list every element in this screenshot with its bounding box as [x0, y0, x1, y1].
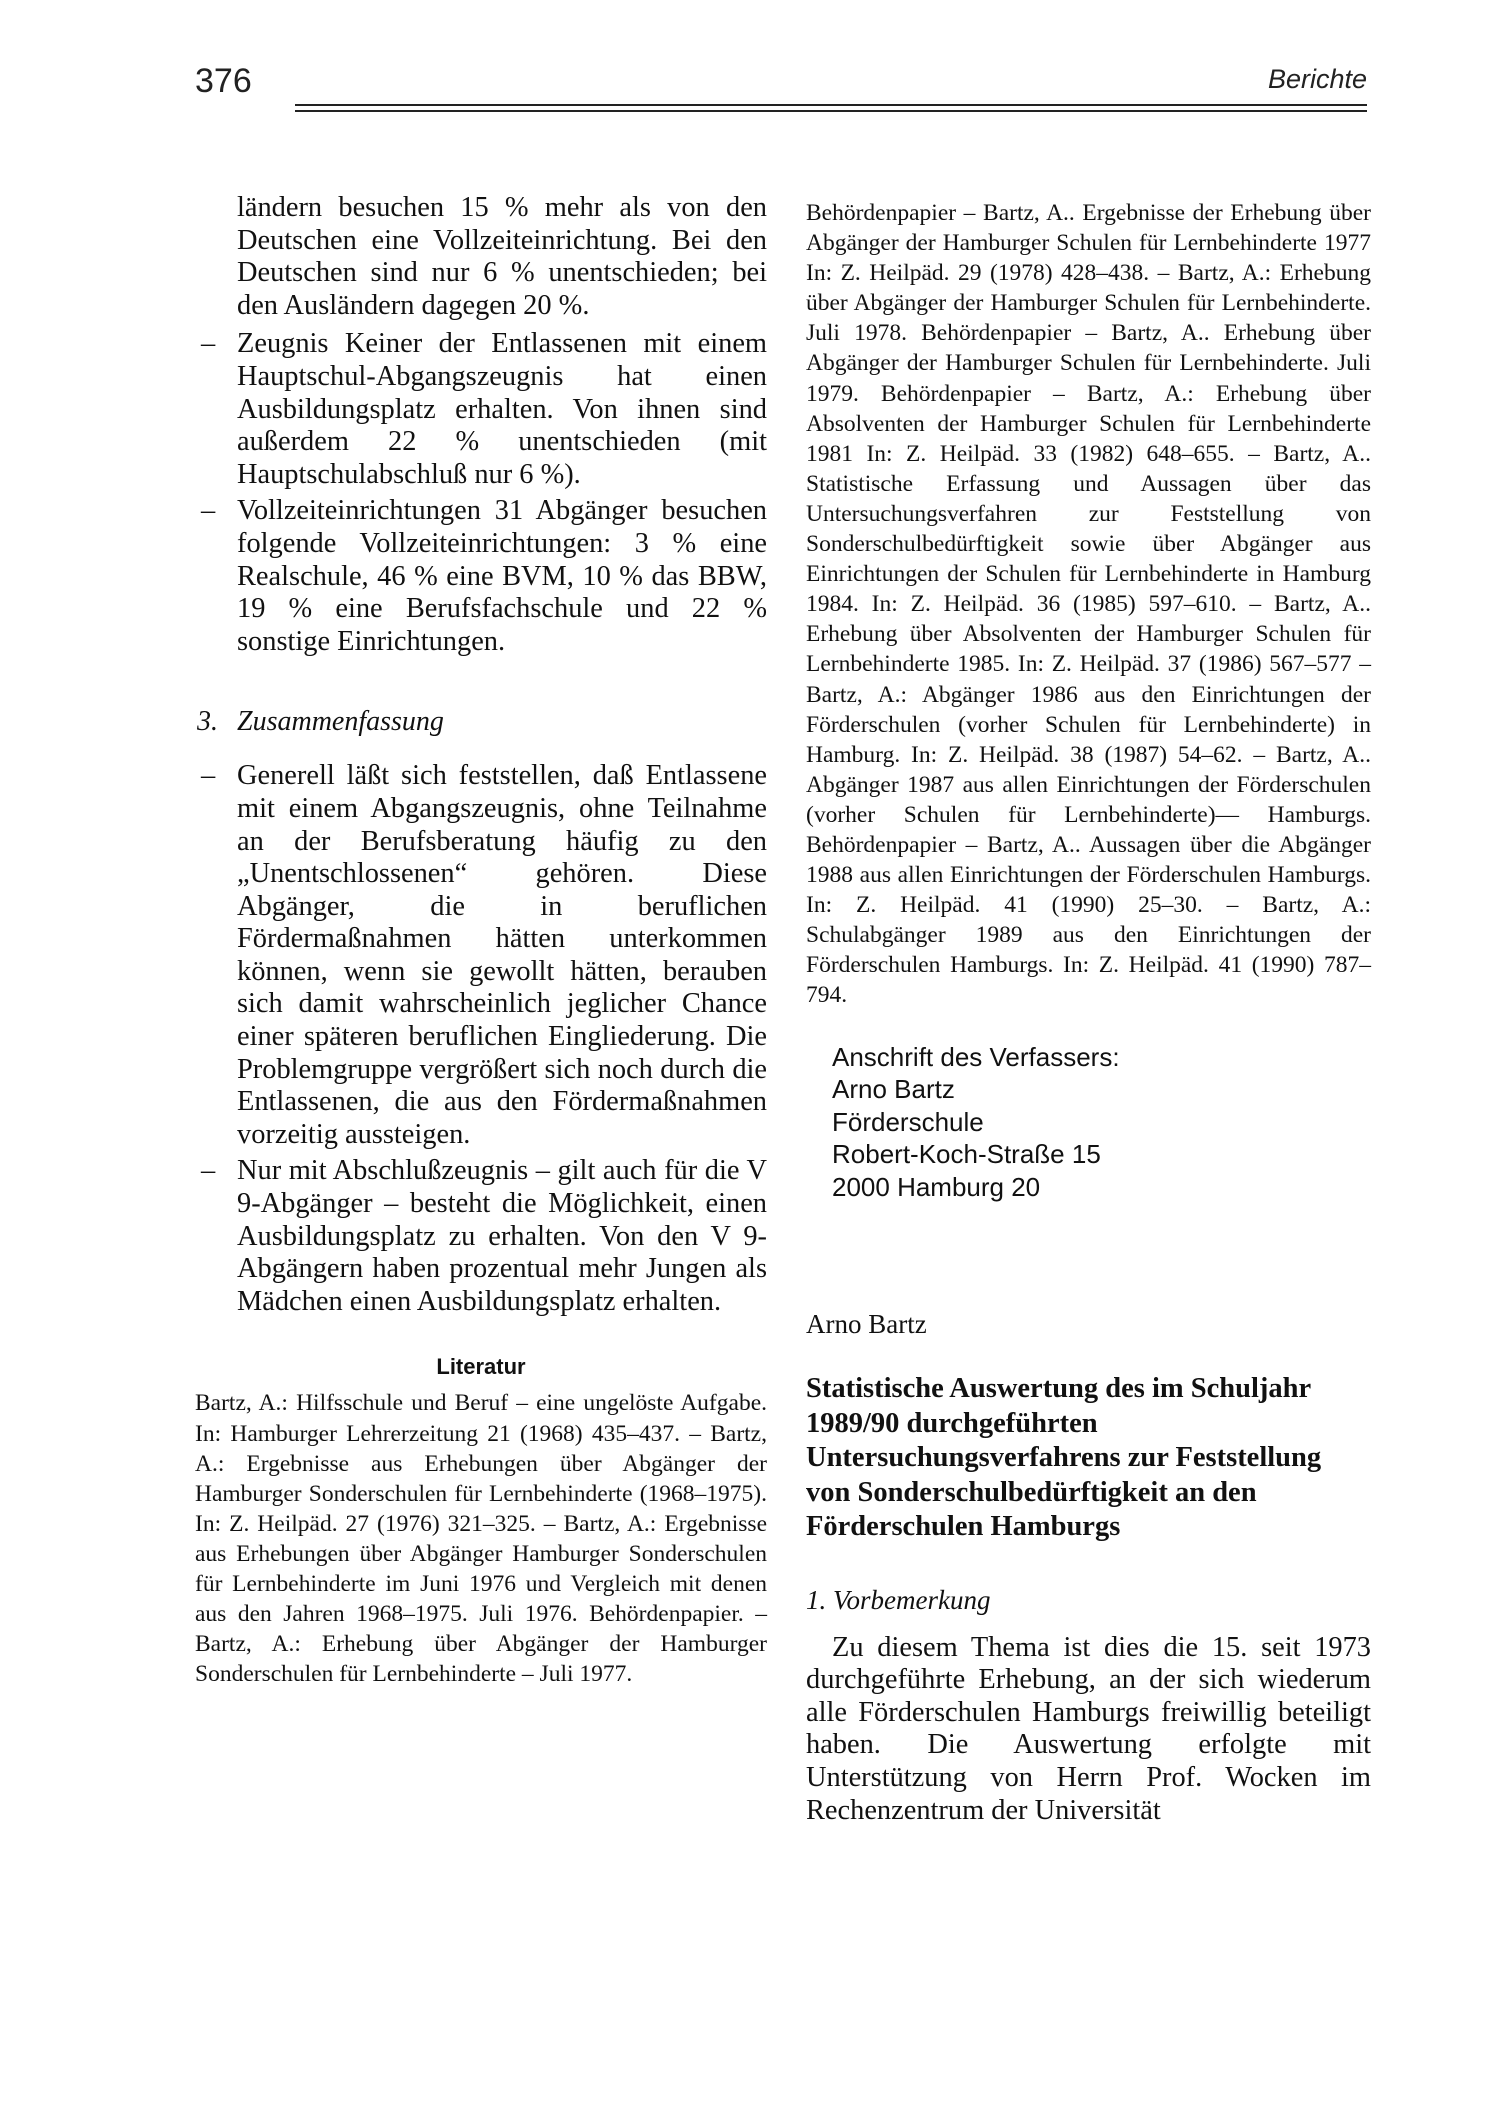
right-column	[806, 198, 1371, 1827]
address-line: Robert-Koch-Straße 15	[832, 1139, 1101, 1170]
header-rule-double	[295, 110, 1367, 112]
dash-bullet: –	[201, 1155, 216, 1187]
list-item	[195, 1155, 767, 1318]
author-address	[832, 1041, 1371, 1204]
dash-bullet: –	[201, 328, 216, 360]
running-head: Berichte	[1267, 64, 1367, 94]
header-rule	[295, 104, 1367, 106]
paragraph: Zu diesem Thema ist dies die 15. seit 1973 durchgeführte Erhebung, an der sich wiederum alle Förderschulen Hamburgs freiwillig beteiligt haben. Die Auswertung erfolgte mit Unterstützung von Herrn Prof. Wocken im Rechenzentrum der Universität	[806, 1631, 1371, 1826]
list-item	[195, 760, 767, 1151]
dash-bullet: –	[201, 495, 216, 527]
page-header	[195, 60, 1367, 124]
dash-bullet: –	[201, 760, 216, 792]
list-item	[195, 328, 767, 491]
literatur-heading: Literatur	[436, 1354, 526, 1380]
address-line: 2000 Hamburg 20	[832, 1171, 1041, 1202]
list-item-text: Vollzeiteinrichtungen 31 Abgänger besuchen folgende Vollzeiteinrichtungen: 3 % eine Realschule, 46 % eine BVM, 10 % das BBW, 19 % eine Berufsfachschule und 22 % sonstige Einrichtungen.	[237, 495, 767, 657]
references: Bartz, A.: Hilfsschule und Beruf – eine ungelöste Aufgabe. In: Hamburger Lehrerzeitung 21 (1968) 435–437. – Bartz, A.: Ergebnisse aus Erhebungen über Abgänger der Hamburger Sonderschulen für Lernbehinderte (1968–1975). In: Z. Heilpäd. 27 (1976) 321–325. – Bartz, A.: Ergebnisse aus Erhebungen über Abgänger Hamburger Sonderschulen für Lernbehinderte im Juni 1976 und Vergleich mit denen aus den Jahren 1968–1975. Juli 1976. Behördenpapier. – Bartz, A.: Erhebung über Abgänger der Hamburger Sonderschulen für Lernbehinderte – Juli 1977.	[195, 1390, 767, 1688]
references-continued: Behördenpapier – Bartz, A.. Ergebnisse der Erhebung über Abgänger der Hamburger Schulen für Lernbehinderte 1977 In: Z. Heilpäd. 29 (1978) 428–438. – Bartz, A.: Erhebung über Abgänger der Hamburger Schulen für Lernbehinderte. Juli 1978. Behördenpapier – Bartz, A.. Erhebung über Abgänger der Hamburger Schulen für Lernbehinderte. Juli 1979. Behördenpapier – Bartz, A.: Erhebung über Absolventen der Hamburger Schulen für Lernbehinderte 1981 In: Z. Heilpäd. 33 (1982) 648–655. – Bartz, A.. Statistische Erfassung und Aussagen über das Untersuchungsverfahren zur Feststellung von Sonderschulbedürftigkeit sowie über Abgänger aus Einrichtungen der Schulen für Lernbehinderte in Hamburg 1984. In: Z. Heilpäd. 36 (1985) 597–610. – Bartz, A.. Erhebung über Absolventen der Hamburger Schulen für Lernbehinderte 1985. In: Z. Heilpäd. 37 (1986) 567–577 – Bartz, A.: Abgänger 1986 aus den Einrichtungen der Förderschulen (vorher Schulen für Lernbehinderte) in Hamburg. In: Z. Heilpäd. 38 (1987) 54–62. – Bartz, A.. Abgänger 1987 aus allen Einrichtungen der Förderschulen (vorher Schulen für Lernbehinderte)— Hamburgs. Behördenpapier – Bartz, A.. Aussagen über die Abgänger 1988 aus allen Einrichtungen der Förderschulen Hamburgs. In: Z. Heilpäd. 41 (1990) 25–30. – Bartz, A.: Schulabgänger 1989 aus den Einrichtungen der Förderschulen Hamburgs. In: Z. Heilpäd. 41 (1990) 787–794.	[806, 200, 1371, 1009]
left-column	[195, 192, 767, 1689]
list-item-text: Nur mit Abschlußzeugnis – gilt auch für die V 9-Abgänger – besteht die Möglichkeit, einen Ausbildungsplatz zu erhalten. Von den V 9-Abgängern haben prozentual mehr Jungen als Mädchen einen Ausbildungsplatz erhalten.	[237, 1155, 767, 1317]
address-line: Anschrift des Verfassers:	[832, 1041, 1120, 1072]
list-item	[195, 495, 767, 658]
list-item-text: Generell läßt sich feststellen, daß Entlassene mit einem Abgangszeugnis, ohne Teilnahme an der Berufsberatung häufig zu den „Unentschlossenen“ gehören. Diese Abgänger, die in beruflichen Fördermaßnahmen hätten unterkommen können, wenn sie gewollt hätten, berauben sich damit wahrscheinlich jeglicher Chance einer späteren beruflichen Eingliederung. Die Problemgruppe vergrößert sich noch durch die Entlassenen, die aus den Fördermaßnahmen vorzeitig aussteigen.	[237, 760, 767, 1150]
list-item-text: Zeugnis Keiner der Entlassenen mit einem Hauptschul-Abgangszeugnis hat einen Ausbildungsplatz erhalten. Von ihnen sind außerdem 22 % unentschieden (mit Hauptschulabschluß nur 6 %).	[237, 328, 767, 490]
section-title: Zusammenfassung	[237, 706, 444, 738]
section-heading: 1. Vorbemerkung	[806, 1584, 991, 1615]
section-number: 3.	[197, 706, 218, 738]
article-author: Arno Bartz	[806, 1309, 927, 1340]
page-number: 376	[195, 62, 252, 100]
section-heading	[195, 706, 767, 738]
address-line: Arno Bartz	[832, 1074, 955, 1105]
paragraph-continued: ländern besuchen 15 % mehr als von den Deutschen eine Vollzeiteinrichtung. Bei den Deutschen sind nur 6 % unentschieden; bei den Ausländern dagegen 20 %.	[237, 192, 767, 321]
address-line: Förderschule	[832, 1106, 984, 1137]
article-title: Statistische Auswertung des im Schuljahr 1989/90 durchgeführten Untersuchungsverfahrens zur Feststellung von Sonderschulbedürftigkeit an den Förderschulen Hamburgs	[806, 1373, 1322, 1543]
